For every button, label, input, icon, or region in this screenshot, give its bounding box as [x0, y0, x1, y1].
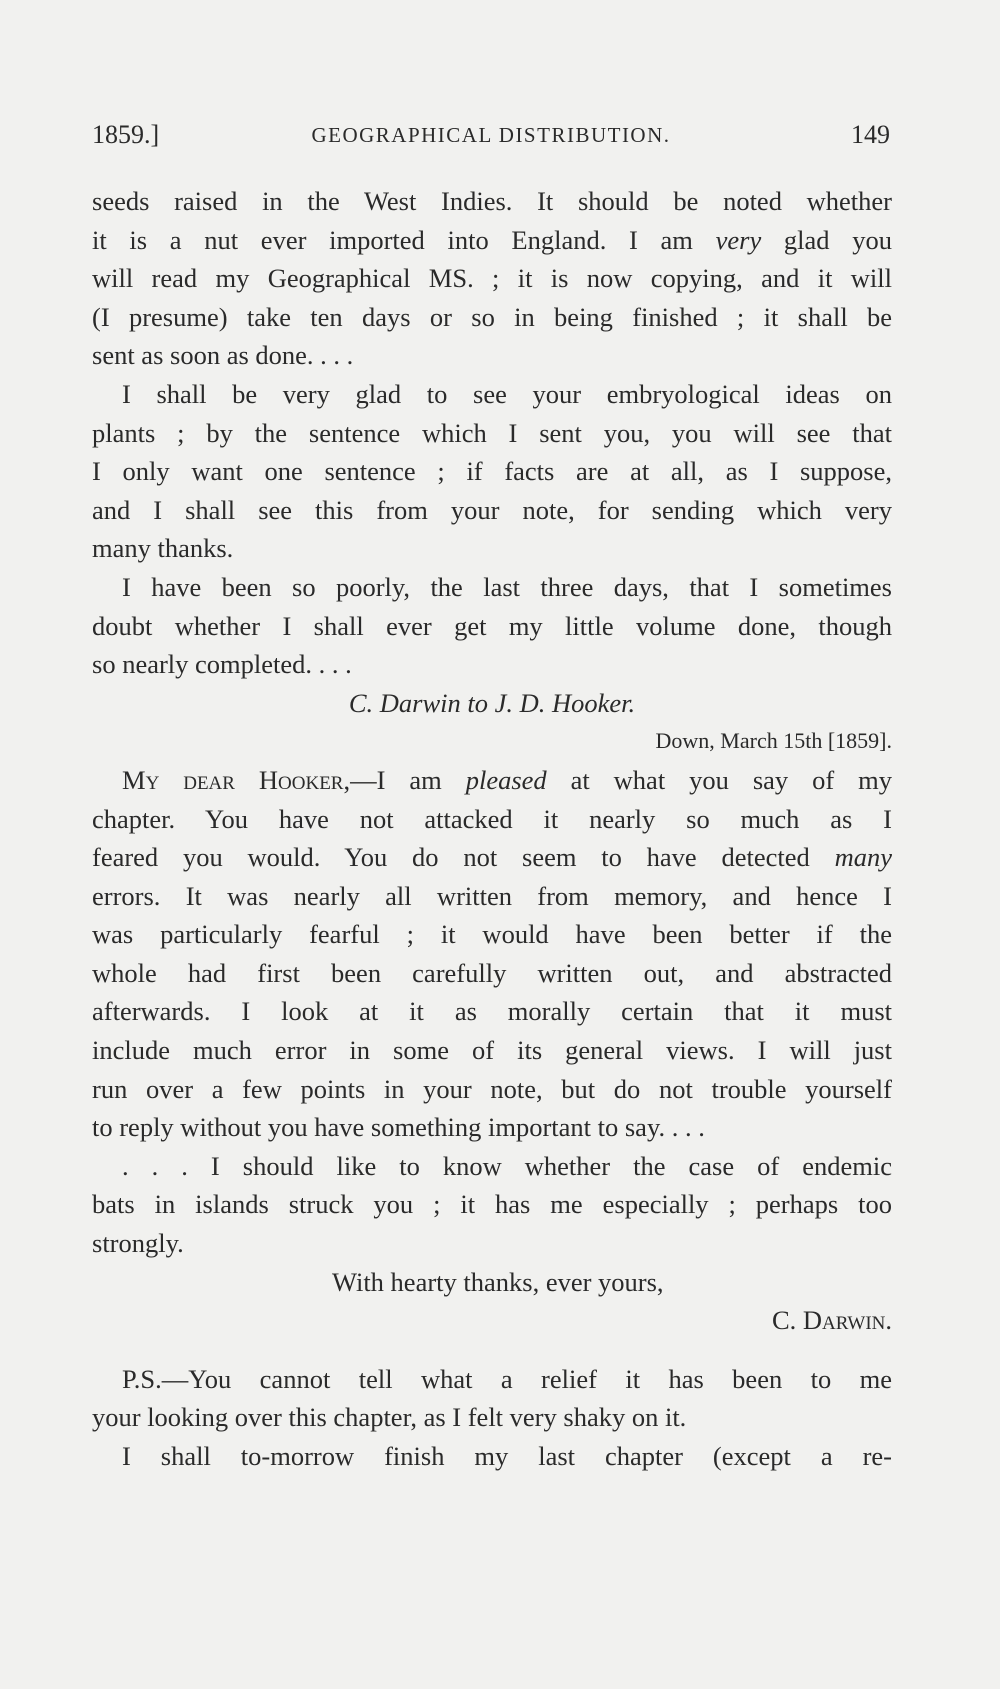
- text-line: doubt whether I shall ever get my little volume done, though: [92, 610, 892, 641]
- text-line: your looking over this chapter, as I felt very shaky on it.: [92, 1402, 687, 1433]
- emphasis: many: [834, 842, 892, 873]
- header-year: 1859.]: [92, 120, 160, 149]
- text-span: feared you would. You do not seem to have detected: [92, 842, 810, 873]
- emphasis: very: [715, 224, 762, 255]
- dateline: Down, March 15th [1859].: [655, 728, 892, 754]
- text-line: so nearly completed. . . .: [92, 649, 352, 680]
- text-line: I have been so poorly, the last three days, that I sometimes: [122, 571, 892, 602]
- closing: With hearty thanks, ever yours,: [332, 1266, 664, 1297]
- text-line: [92, 221, 892, 260]
- letter-heading-text: C. Darwin to J. D. Hooker.: [348, 687, 636, 718]
- emphasis: pleased: [465, 764, 547, 795]
- text-line: (I presume) take ten days or so in being finished ; it shall be: [92, 301, 892, 332]
- spacer: [92, 1340, 892, 1360]
- text-line: was particularly fearful ; it would have been better if the: [92, 919, 892, 950]
- text-span: —I am: [350, 764, 466, 795]
- signature: [92, 1301, 892, 1340]
- text-line: P.S.—You cannot tell what a relief it has been to me: [122, 1363, 892, 1394]
- text-line: . . . I should like to know whether the case of endemic: [122, 1150, 892, 1181]
- text-line: errors. It was nearly all written from memory, and hence I: [92, 880, 892, 911]
- text-span: it is a nut ever imported into England. I am: [92, 224, 693, 255]
- text-line: I shall be very glad to see your embryological ideas on: [122, 378, 892, 409]
- text-span: glad you: [761, 224, 892, 255]
- salutation: My dear Hooker,: [122, 764, 351, 795]
- text-line: afterwards. I look at it as morally certain that it must: [92, 996, 892, 1027]
- text-line: [92, 761, 892, 800]
- text-line: to reply without you have something important to say. . . .: [92, 1112, 705, 1143]
- text-line: strongly.: [92, 1228, 184, 1259]
- text-line: many thanks.: [92, 533, 234, 564]
- text-block: [92, 182, 892, 1476]
- text-line: plants ; by the sentence which I sent you, you will see that: [92, 417, 892, 448]
- text-line: run over a few points in your note, but do not trouble yourself: [92, 1073, 892, 1104]
- header-title: GEOGRAPHICAL DISTRIBUTION.: [311, 123, 671, 147]
- text-line: seeds raised in the West Indies. It should be noted whether: [92, 186, 892, 216]
- text-line: bats in islands struck you ; it has me especially ; perhaps too: [92, 1189, 892, 1220]
- signature-text: C. Darwin.: [771, 1305, 892, 1336]
- text-line: sent as soon as done. . . .: [92, 340, 354, 371]
- text-span: at what you say of my: [546, 764, 892, 795]
- text-line: I shall to-morrow finish my last chapter (except a re-: [122, 1441, 892, 1471]
- page-number: 149: [851, 120, 890, 149]
- text-line: I only want one sentence ; if facts are at all, as I suppose,: [92, 456, 892, 487]
- running-head: [92, 118, 890, 152]
- text-line: [92, 838, 892, 877]
- text-line: whole had first been carefully written out, and abstracted: [92, 957, 892, 988]
- text-line: and I shall see this from your note, for sending which very: [92, 494, 892, 525]
- letter-heading: [92, 684, 892, 723]
- text-line: include much error in some of its general views. I will just: [92, 1035, 892, 1066]
- text-line: chapter. You have not attacked it nearly so much as I: [92, 803, 892, 834]
- text-line: will read my Geographical MS. ; it is now copying, and it will: [92, 263, 892, 294]
